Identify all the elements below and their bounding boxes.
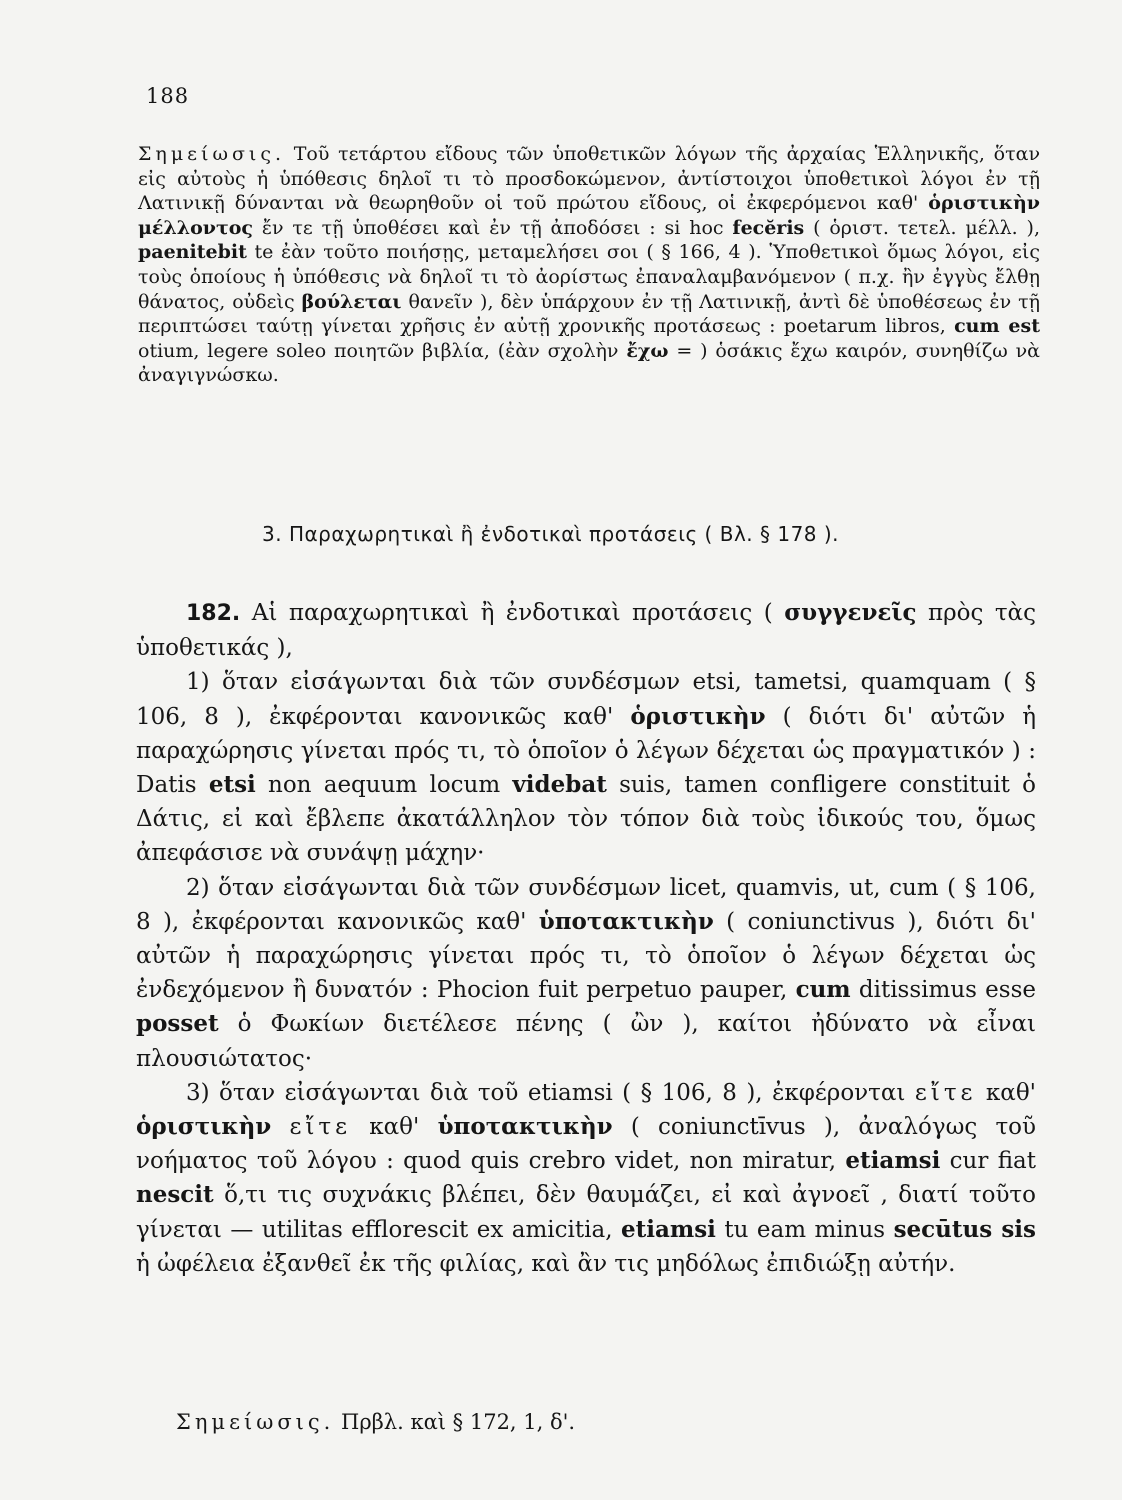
note-label: Σημείωσις. bbox=[138, 143, 286, 165]
final-note: Σημείωσις. Πρβλ. καὶ § 172, 1, δ'. bbox=[176, 1410, 576, 1434]
paragraph-182: 182. Αἱ παραχωρητικαὶ ἢ ἐνδοτικαὶ προτάσεις ( συγγενεῖς πρὸς τὰς ὑποθετικάς ), bbox=[136, 599, 1036, 662]
paragraph-number: 182. bbox=[186, 601, 241, 626]
note-paragraph bbox=[138, 142, 1040, 388]
page-number: 188 bbox=[146, 84, 190, 108]
list-item-3: 3) ὅταν εἰσάγωνται διὰ τοῦ etiamsi ( § 106, 8 ), ἐκφέρονται εἴτε καθ' ὁριστικὴν εἴτε καθ' ὑποτακτικὴν ( coniunctīvus ), ἀναλόγως τοῦ νοήματος τοῦ λόγου : quod quis crebro videt, non miratur, etiamsi cur fiat nescit ὅ,τι τις συχνάκις βλέπει, δὲν θαυμάζει, εἰ καὶ ἀγνοεῖ , διατί τοῦτο γίνεται — utilitas efflorescit ex amicitia, etiamsi tu eam minus secūtus sis ἡ ὠφέλεια ἐξανθεῖ ἐκ τῆς φιλίας, καὶ ἂν τις μηδόλως ἐπιδιώξῃ αὐτήν. bbox=[136, 1079, 1037, 1277]
list-item-2: 2) ὅταν εἰσάγωνται διὰ τῶν συνδέσμων licet, quamvis, ut, cum ( § 106, 8 ), ἐκφέρονται κανονικῶς καθ' ὑποτακτικὴν ( coniunctivus ), διότι δι' αὐτῶν ἡ παραχώρησις γίνεται πρός τι, τὸ ὁποῖον ὁ λέγων δέχεται ὡς ἐνδεχόμενον ἢ δυνατόν : Phocion fuit perpetuo pauper, cum ditissimus esse posset ὁ Φωκίων διετέλεσε πένης ( ὢν ), καίτοι ἠδύνατο νὰ εἶναι πλουσιώτατος· bbox=[136, 874, 1036, 1072]
main-text bbox=[136, 596, 1036, 1281]
list-item-1: 1) ὅταν εἰσάγωνται διὰ τῶν συνδέσμων etsi, tametsi, quamquam ( § 106, 8 ), ἐκφέρονται κανονικῶς καθ' ὁριστικὴν ( διότι δι' αὐτῶν ἡ παραχώρησις γίνεται πρός τι, τὸ ὁποῖον ὁ λέγων δέχεται ὡς πραγματικόν ) : Datis etsi non aequum locum videbat suis, tamen confligere constituit ὁ Δάτις, εἰ καὶ ἔβλεπε ἀκατάλληλον τὸν τόπον διὰ τοὺς ἰδικούς του, ὅμως ἀπεφάσισε νὰ συνάψῃ μάχην· bbox=[136, 669, 1036, 867]
note-text: Σημείωσις. Τοῦ τετάρτου εἴδους τῶν ὑποθετικῶν λόγων τῆς ἀρχαίας Ἑλληνικῆς, ὅταν εἰς αὐτοὺς ἡ ὑπόθεσις δηλοῖ τι τὸ προσδοκώμενον, ἀντίστοιχοι ὑποθετικοὶ λόγοι ἐν τῇ Λατινικῇ δύνανται νὰ θεωρηθοῦν οἱ τοῦ πρώτου εἴδους, οἱ ἐκφερόμενοι καθ' ὁριστικὴν μέλλοντος ἔν τε τῇ ὑποθέσει καὶ ἐν τῇ ἀποδόσει : si hoc fecĕris ( ὁριστ. τετελ. μέλλ. ), paenitebit te ἐὰν τοῦτο ποιήσῃς, μεταμελήσει σοι ( § 166, 4 ). Ὑποθετικοὶ ὅμως λόγοι, εἰς τοὺς ὁποίους ἡ ὑπόθεσις νὰ δηλοῖ τι τὸ ἀορίστως ἐπαναλαμβανόμενον ( π.χ. ἢν ἐγγὺς ἔλθῃ θάνατος, οὐδεὶς βούλεται θανεῖν ), δὲν ὑπάρχουν ἐν τῇ Λατινικῇ, ἀντὶ δὲ ὑποθέσεως ἐν τῇ περιπτώσει ταύτῃ γίνεται χρῆσις ἐν αὐτῇ χρονικῆς προτάσεως : poetarum libros, cum est otium, legere soleo ποιητῶν βιβλία, (ἐὰν σχολὴν ἔχω = ) ὁσάκις ἔχω καιρόν, συνηθίζω νὰ ἀναγιγνώσκω. bbox=[138, 143, 1041, 387]
final-note-label: Σημείωσις. bbox=[176, 1410, 335, 1434]
section-heading: 3. Παραχωρητικαὶ ἢ ἐνδοτικαὶ προτάσεις ( Βλ. § 178 ). bbox=[262, 522, 840, 546]
